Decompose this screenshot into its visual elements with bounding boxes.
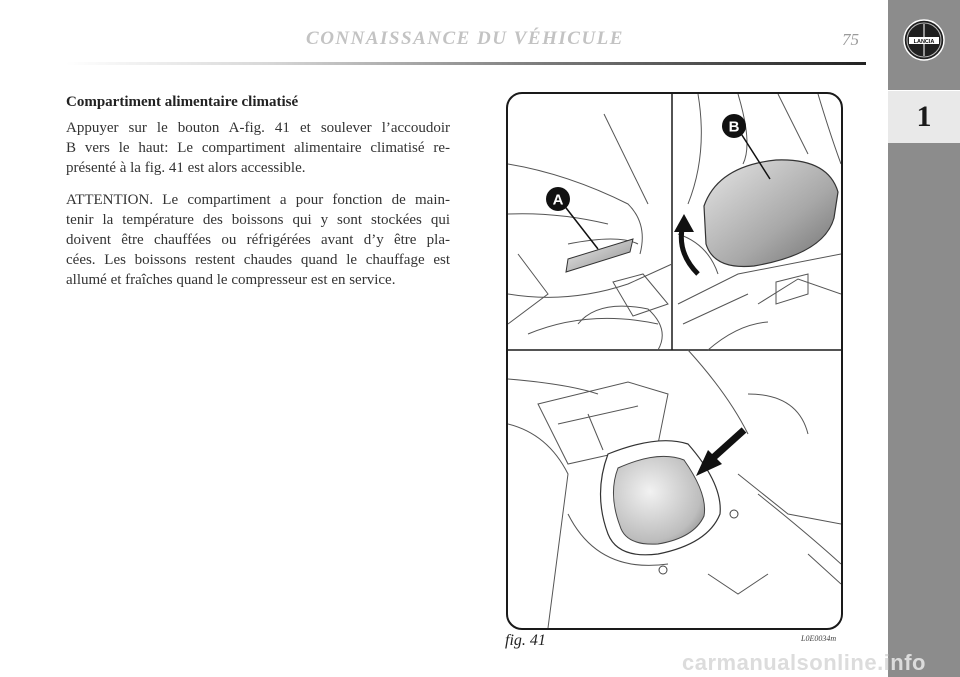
- panel-button-a: [508, 114, 672, 350]
- main-content: [66, 92, 450, 302]
- figure-code: L0E0034m: [801, 634, 837, 643]
- label-a: A: [552, 191, 564, 209]
- header-rule: [66, 62, 866, 65]
- screw-icon: [730, 510, 738, 518]
- armrest-shape: [704, 160, 838, 267]
- paragraph-line: tenir la température des boissons qui y sont stockées qui: [66, 212, 450, 228]
- watermark: carmanualsonline.info: [682, 650, 926, 675]
- page-header-title: CONNAISSANCE DU VÉHICULE: [306, 28, 624, 49]
- figure-caption: fig. 41: [505, 632, 546, 649]
- paragraph-line: ATTENTION. Le compartiment a pour fonction de main-: [66, 192, 450, 208]
- button-a-shape: [566, 239, 633, 272]
- paragraph-2: [66, 190, 450, 290]
- figure-41: [506, 92, 843, 630]
- chapter-side-tab: [888, 0, 960, 677]
- label-b: B: [728, 118, 740, 136]
- paragraph-line: présenté à la fig. 41 est alors accessible.: [66, 160, 306, 176]
- figure-illustration: [508, 94, 841, 628]
- page-number: 75: [842, 30, 859, 49]
- leader-line-a: [563, 204, 598, 249]
- chapter-number: 1: [888, 90, 960, 143]
- section-heading: Compartiment alimentaire climatisé: [66, 94, 299, 110]
- paragraph-line: allumé et fraîches quand le compresseur est en service.: [66, 272, 396, 288]
- paragraph-1: [66, 118, 450, 178]
- paragraph-line: doivent être chauffées ou réfrigérées avant d’y être pla-: [66, 232, 450, 248]
- paragraph-line: Appuyer sur le bouton A-fig. 41 et soulever l’accoudoir: [66, 120, 450, 136]
- paragraph-line: B vers le haut: Le compartiment alimentaire climatisé re-: [66, 140, 450, 156]
- logo-text: LANCIA: [913, 38, 935, 45]
- compartment-bin: [613, 456, 704, 544]
- lift-arrowhead: [674, 214, 694, 232]
- lancia-logo-icon: [902, 18, 946, 62]
- screw-icon: [659, 566, 667, 574]
- paragraph-line: cées. Les boissons restent chaudes quand le chauffage est: [66, 252, 450, 268]
